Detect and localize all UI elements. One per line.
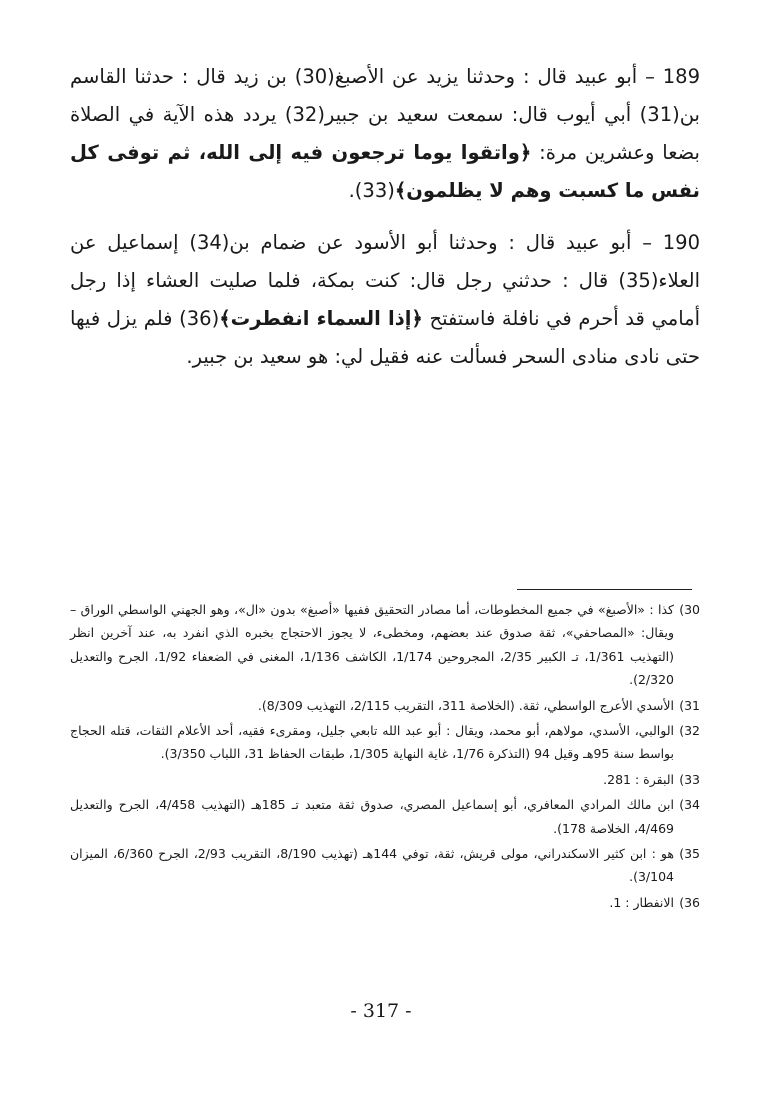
footnote-number: 36) [679, 894, 700, 910]
footnote-number: 35) [679, 846, 700, 862]
footnote-number: 34) [679, 797, 700, 813]
footnote-35 [70, 842, 700, 889]
footnote-30 [70, 598, 700, 692]
paragraph-190-text-end: (36) فلم يزل فيها حتى نادى منادى السحر فسألت عنه فقيل لي: هو سعيد بن جبير. [70, 307, 700, 368]
footnote-31 [70, 694, 700, 717]
footnote-33 [70, 768, 700, 791]
paragraph-189-text: 189 – أبو عبيد قال : وحدثنا يزيد عن الأصبغ(30) بن زيد قال : حدثنا القاسم بن(31) أبي أيوب قال: سمعت سعيد بن جبير(32) يردد هذه الآية في الصلاة بضعا وعشرين مرة: [70, 65, 700, 164]
paragraph-190-text-start: 190 – أبو عبيد قال : وحدثنا أبو الأسود عن ضمام بن(34) إسماعيل عن العلاء(35) قال : حدثني رجل قال: كنت بمكة، فلما صليت العشاء إذا رجل أمامي قد أحرم في نافلة فاستفتح [70, 231, 700, 330]
footnote-text: هو : ابن كثير الاسكندراني، مولى قريش، ثقة، توفي 144هـ (تهذيب 8/190، التقريب 2/93، الجرح 6/360، الميزان 3/104). [70, 846, 674, 885]
paragraph-190 [70, 224, 700, 376]
footnote-ref-33: (33). [348, 179, 395, 202]
footnotes [70, 598, 700, 916]
footnote-text: الانفطار : 1. [609, 894, 674, 910]
quran-verse-quote: ﴿إذا السماء انفطرت﴾ [219, 307, 423, 330]
quran-verse-quote: ﴿واتقوا يوما ترجعون فيه إلى الله، ثم توفى كل نفس ما كسبت وهم لا يظلمون﴾ [70, 141, 700, 202]
footnote-separator [517, 589, 692, 590]
footnote-text: الأسدي الأعرج الواسطي، ثقة. (الخلاصة 311، التقريب 2/115، التهذيب 8/309). [257, 697, 674, 713]
footnote-number: 31) [679, 697, 700, 713]
footnote-number: 30) [679, 602, 700, 617]
page-number: - 317 - [350, 1000, 412, 1022]
footnote-text: ابن مالك المرادي المعافري، أبو إسماعيل المصري، صدوق ثقة متعبد تـ 185هـ (التهذيب 4/458، الجرح والتعديل 4/469، الخلاصة 178). [70, 797, 674, 836]
footnote-text: كذا : «الأصبغ» في جميع المخطوطات، أما مصادر التحقيق ففيها «أصبغ» بدون «ال»، وهو الجهني الواسطي الوراق – ويقال: «المصاحفي»، ثقة صدوق عند بعضهم، ومخطىء، لا يجوز الاحتجاج بخبره الذي انفرد به، عند آخرين انظر (التهذيب 1/361، تـ الكبير 2/35، المجروحين 1/174، الكاشف 1/136، المغنى في الضعفاء 1/92، الجرح والتعديل 2/320). [70, 602, 675, 688]
paragraph-189 [70, 58, 700, 210]
footnote-text: البقرة : 281. [603, 771, 674, 787]
footnote-32 [70, 719, 700, 766]
footnote-text: الوالبي، الأسدي، مولاهم، أبو محمد، ويقال : أبو عبد الله تابعي جليل، ومقرىء فقيه، أحد الأعلام الثقات، قتله الحجاج بواسط سنة 95هـ وقيل 94 (التذكرة 1/76، غاية النهاية 1/305، طبقات الحفاظ 31، اللباب 3/350). [70, 723, 674, 762]
footnote-36 [70, 891, 700, 914]
footnote-34 [70, 793, 700, 840]
footnote-number: 33) [679, 771, 700, 787]
footnote-number: 32) [679, 723, 700, 739]
main-text [70, 58, 700, 390]
